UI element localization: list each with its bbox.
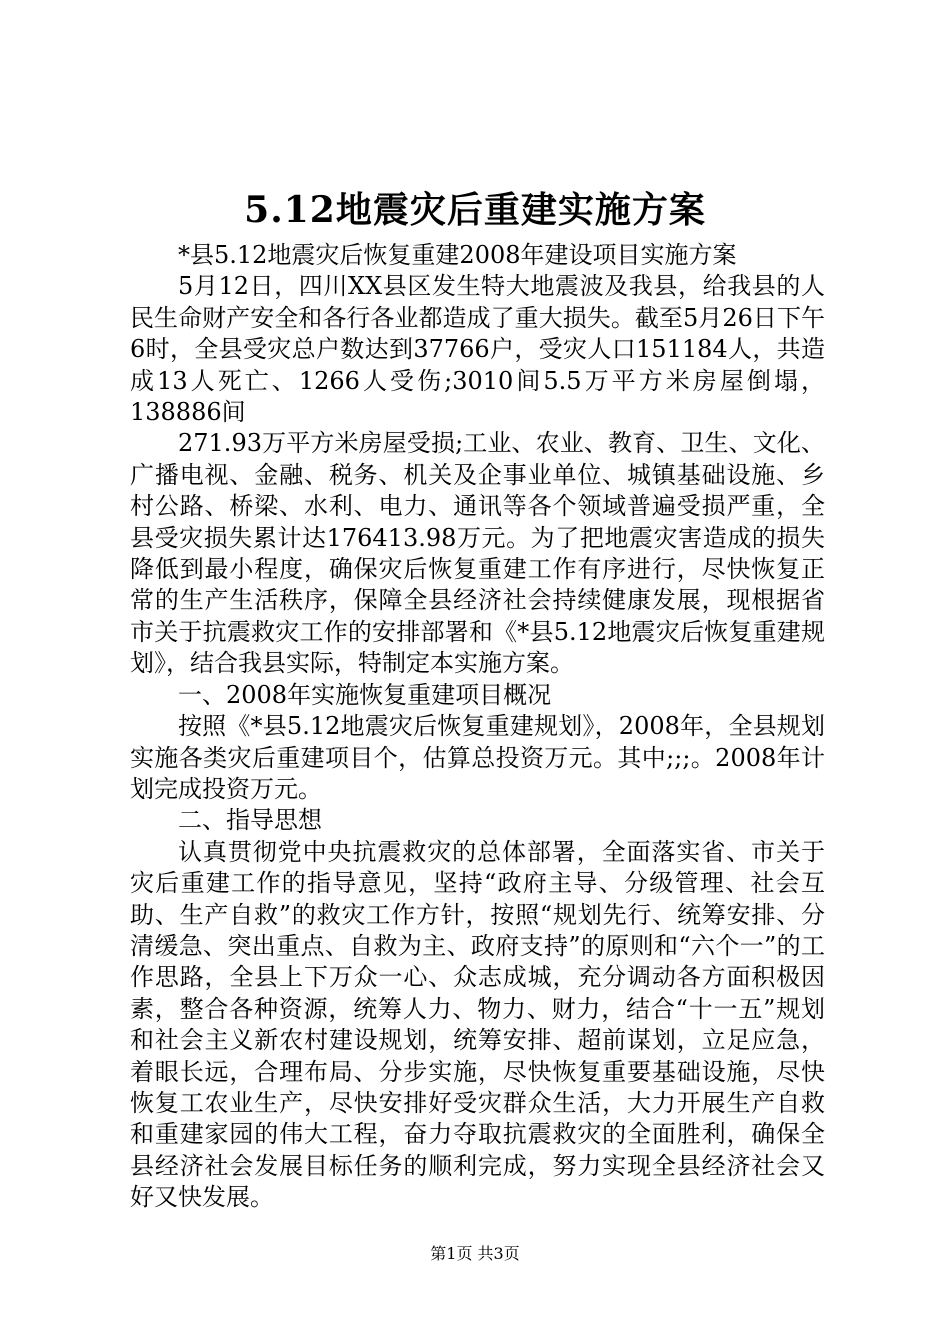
section-heading-guidance: 二、指导思想	[178, 806, 322, 835]
paragraph-subtitle: *县5.12地震灾后恢复重建2008年建设项目实施方案	[178, 241, 737, 269]
paragraph-damage: 271.93万平方米房屋受损;工业、农业、教育、卫生、文化、广播电视、金融、税务、机关及企事业单位、城镇基础设施、乡村公路、桥梁、水利、电力、通讯等各个领域普遍受损严重，全县受灾损失累计达176413.98万元。为了把地震灾害造成的损失降低到最小程度，确保灾后恢复重建工作有序进行，尽快恢复正常的生产生活秩序，保障全县经济社会持续健康发展，现根据省市关于抗震救灾工作的安排部署和《*县5.12地震灾后恢复重建规划》，结合我县实际，特制定本实施方案。	[130, 429, 825, 678]
page-footer: 第1页 共3页	[430, 1244, 520, 1263]
document-body	[130, 240, 825, 1214]
paragraph-intro: 5月12日，四川XX县区发生特大地震波及我县，给我县的人民生命财产安全和各行各业都造成了重大损失。截至5月26日下午6时，全县受灾总户数达到37766户，受灾人口151184人，共造成13人死亡、1266人受伤;3010间5.5万平方米房屋倒塌，138886间	[130, 272, 825, 427]
section-heading-overview: 一、2008年实施恢复重建项目概况	[178, 680, 552, 709]
paragraph-guidance: 认真贯彻党中央抗震救灾的总体部署，全面落实省、市关于灾后重建工作的指导意见，坚持“政府主导、分级管理、社会互助、生产自救”的救灾工作方针，按照“规划先行、统筹安排、分清缓急、突出重点、自救为主、政府支持”的原则和“六个一”的工作思路，全县上下万众一心、众志成城，充分调动各方面积极因素，整合各种资源，统筹人力、物力、财力，结合“十一五”规划和社会主义新农村建设规划，统筹安排、超前谋划，立足应急，着眼长远，合理布局、分步实施，尽快恢复重要基础设施，尽快恢复工农业生产，尽快安排好受灾群众生活，大力开展生产自救和重建家园的伟大工程，奋力夺取抗震救灾的全面胜利，确保全县经济社会发展目标任务的顺利完成，努力实现全县经济社会又好又快发展。	[130, 837, 825, 1212]
paragraph-overview: 按照《*县5.12地震灾后恢复重建规划》，2008年，全县规划实施各类灾后重建项目个，估算总投资万元。其中;;;。2008年计划完成投资万元。	[130, 712, 825, 803]
document-title: 5.12地震灾后重建实施方案	[244, 189, 706, 231]
